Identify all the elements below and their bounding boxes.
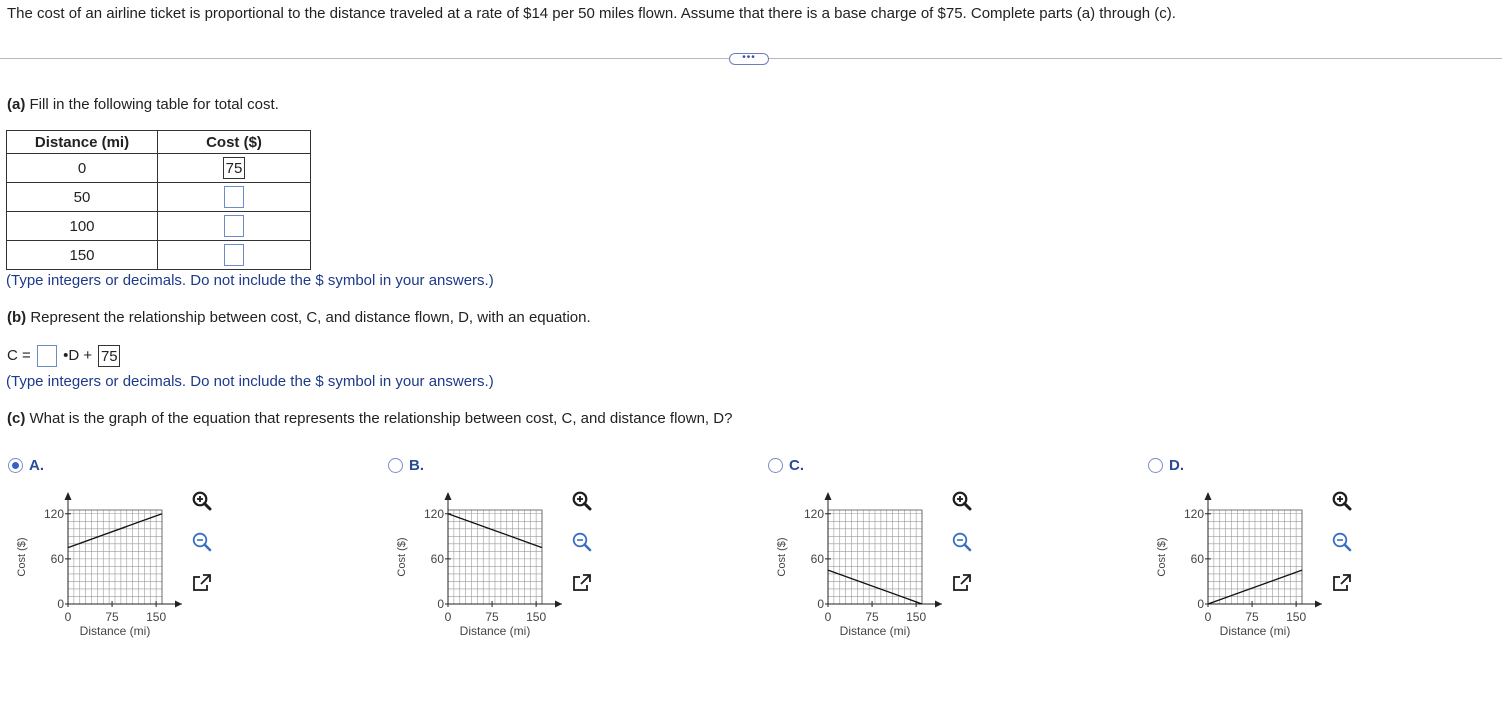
cost-cell: [158, 212, 311, 241]
zoom-out-icon[interactable]: [571, 531, 593, 553]
part-a-text: Fill in the following table for total cost.: [29, 96, 279, 113]
x-tick-label: 0: [1204, 610, 1212, 624]
zoom-in-icon[interactable]: [191, 490, 213, 512]
y-axis-arrow: [65, 492, 72, 500]
option-header[interactable]: [8, 457, 44, 474]
x-tick-label: 150: [146, 610, 167, 624]
x-axis-label: Distance (mi): [1219, 624, 1291, 638]
option-header[interactable]: [388, 457, 424, 474]
distance-cell: 50: [7, 183, 158, 212]
y-tick-label: 120: [43, 506, 64, 521]
zoom-in-icon[interactable]: [571, 490, 593, 512]
y-axis-arrow: [445, 492, 452, 500]
option-label: C.: [789, 457, 804, 474]
expand-icon[interactable]: [951, 572, 973, 594]
option-radio[interactable]: [1148, 458, 1163, 473]
option-radio[interactable]: [388, 458, 403, 473]
table-row: [7, 183, 311, 212]
option-header[interactable]: [1148, 457, 1184, 474]
answer-option[interactable]: [1148, 457, 1502, 657]
y-tick-label: 120: [803, 506, 824, 521]
slope-input[interactable]: [37, 345, 57, 367]
part-b-instruction: [7, 309, 591, 326]
option-radio[interactable]: [8, 458, 23, 473]
y-tick-label: 60: [50, 551, 64, 566]
part-b-text: Represent the relationship between cost, C, and distance flown, D, with an equation.: [30, 309, 591, 326]
x-tick-label: 75: [1245, 610, 1259, 624]
cost-cell: [158, 241, 311, 270]
x-tick-label: 0: [824, 610, 832, 624]
equation-prefix: C =: [7, 346, 31, 364]
part-c-instruction: [7, 410, 732, 427]
answer-option[interactable]: [388, 457, 768, 657]
y-axis-label: Cost ($): [396, 537, 408, 577]
distance-cell: 0: [7, 154, 158, 183]
y-tick-label: 60: [1190, 551, 1204, 566]
zoom-out-icon[interactable]: [1331, 531, 1353, 553]
y-tick-label: 0: [57, 597, 64, 611]
y-axis-label: Cost ($): [1156, 537, 1168, 577]
x-tick-label: 150: [1286, 610, 1307, 624]
zoom-in-icon[interactable]: [1331, 490, 1353, 512]
x-axis-label: Distance (mi): [839, 624, 911, 638]
option-chart: [1148, 482, 1348, 652]
cost-input[interactable]: [224, 186, 244, 208]
part-a-hint: (Type integers or decimals. Do not include the $ symbol in your answers.): [6, 272, 494, 289]
cost-input[interactable]: 75: [223, 157, 245, 179]
equation-row: [7, 345, 122, 367]
option-label: D.: [1169, 457, 1184, 474]
x-axis-label: Distance (mi): [459, 624, 531, 638]
x-tick-label: 150: [526, 610, 547, 624]
zoom-in-icon[interactable]: [951, 490, 973, 512]
y-tick-label: 0: [437, 597, 444, 611]
part-a-tag: (a): [7, 96, 26, 113]
option-header[interactable]: [768, 457, 804, 474]
y-tick-label: 120: [1183, 506, 1204, 521]
x-axis-arrow: [935, 601, 942, 608]
x-axis-arrow: [555, 601, 562, 608]
part-c-tag: (c): [7, 410, 26, 427]
x-tick-label: 150: [906, 610, 927, 624]
option-chart: [768, 482, 968, 652]
part-b-hint: (Type integers or decimals. Do not include the $ symbol in your answers.): [6, 373, 494, 390]
distance-cell: 100: [7, 212, 158, 241]
cost-input[interactable]: [224, 244, 244, 266]
zoom-out-icon[interactable]: [951, 531, 973, 553]
y-tick-label: 60: [810, 551, 824, 566]
table-row: [7, 154, 311, 183]
cost-table: [6, 130, 311, 270]
expand-icon[interactable]: [191, 572, 213, 594]
x-tick-label: 0: [64, 610, 72, 624]
y-tick-label: 120: [423, 506, 444, 521]
answer-option[interactable]: [768, 457, 1148, 657]
table-row: [7, 212, 311, 241]
x-axis-arrow: [1315, 601, 1322, 608]
part-a-instruction: [7, 96, 279, 113]
y-axis-arrow: [1205, 492, 1212, 500]
cost-header: Cost ($): [158, 131, 311, 154]
part-b-tag: (b): [7, 309, 27, 326]
equation-middle: •D +: [63, 346, 93, 364]
distance-cell: 150: [7, 241, 158, 270]
x-tick-label: 75: [865, 610, 879, 624]
y-axis-arrow: [825, 492, 832, 500]
intercept-input[interactable]: 75: [98, 345, 120, 367]
x-axis-label: Distance (mi): [79, 624, 151, 638]
cost-cell: [158, 183, 311, 212]
x-tick-label: 75: [485, 610, 499, 624]
y-tick-label: 60: [430, 551, 444, 566]
table-header-row: [7, 131, 311, 154]
option-label: A.: [29, 457, 44, 474]
part-c-text: What is the graph of the equation that represents the relationship between cost, C, and distance flown, D?: [29, 410, 733, 427]
y-axis-label: Cost ($): [16, 537, 28, 577]
cost-input[interactable]: [224, 215, 244, 237]
expand-icon[interactable]: [571, 572, 593, 594]
expand-icon[interactable]: [1331, 572, 1353, 594]
option-chart: [388, 482, 588, 652]
question-text: The cost of an airline ticket is proportional to the distance traveled at a rate of $14 per 50 miles flown. Assume that there is a base charge of $75. Complete parts (a) through (c).: [7, 5, 1176, 22]
zoom-out-icon[interactable]: [191, 531, 213, 553]
option-chart: [8, 482, 208, 652]
more-button[interactable]: •••: [729, 53, 769, 65]
x-tick-label: 75: [105, 610, 119, 624]
option-radio[interactable]: [768, 458, 783, 473]
answer-option[interactable]: [8, 457, 388, 657]
x-axis-arrow: [175, 601, 182, 608]
x-tick-label: 0: [444, 610, 452, 624]
cost-cell: [158, 154, 311, 183]
option-label: B.: [409, 457, 424, 474]
distance-header: Distance (mi): [7, 131, 158, 154]
y-axis-label: Cost ($): [776, 537, 788, 577]
table-row: [7, 241, 311, 270]
y-tick-label: 0: [1197, 597, 1204, 611]
y-tick-label: 0: [817, 597, 824, 611]
